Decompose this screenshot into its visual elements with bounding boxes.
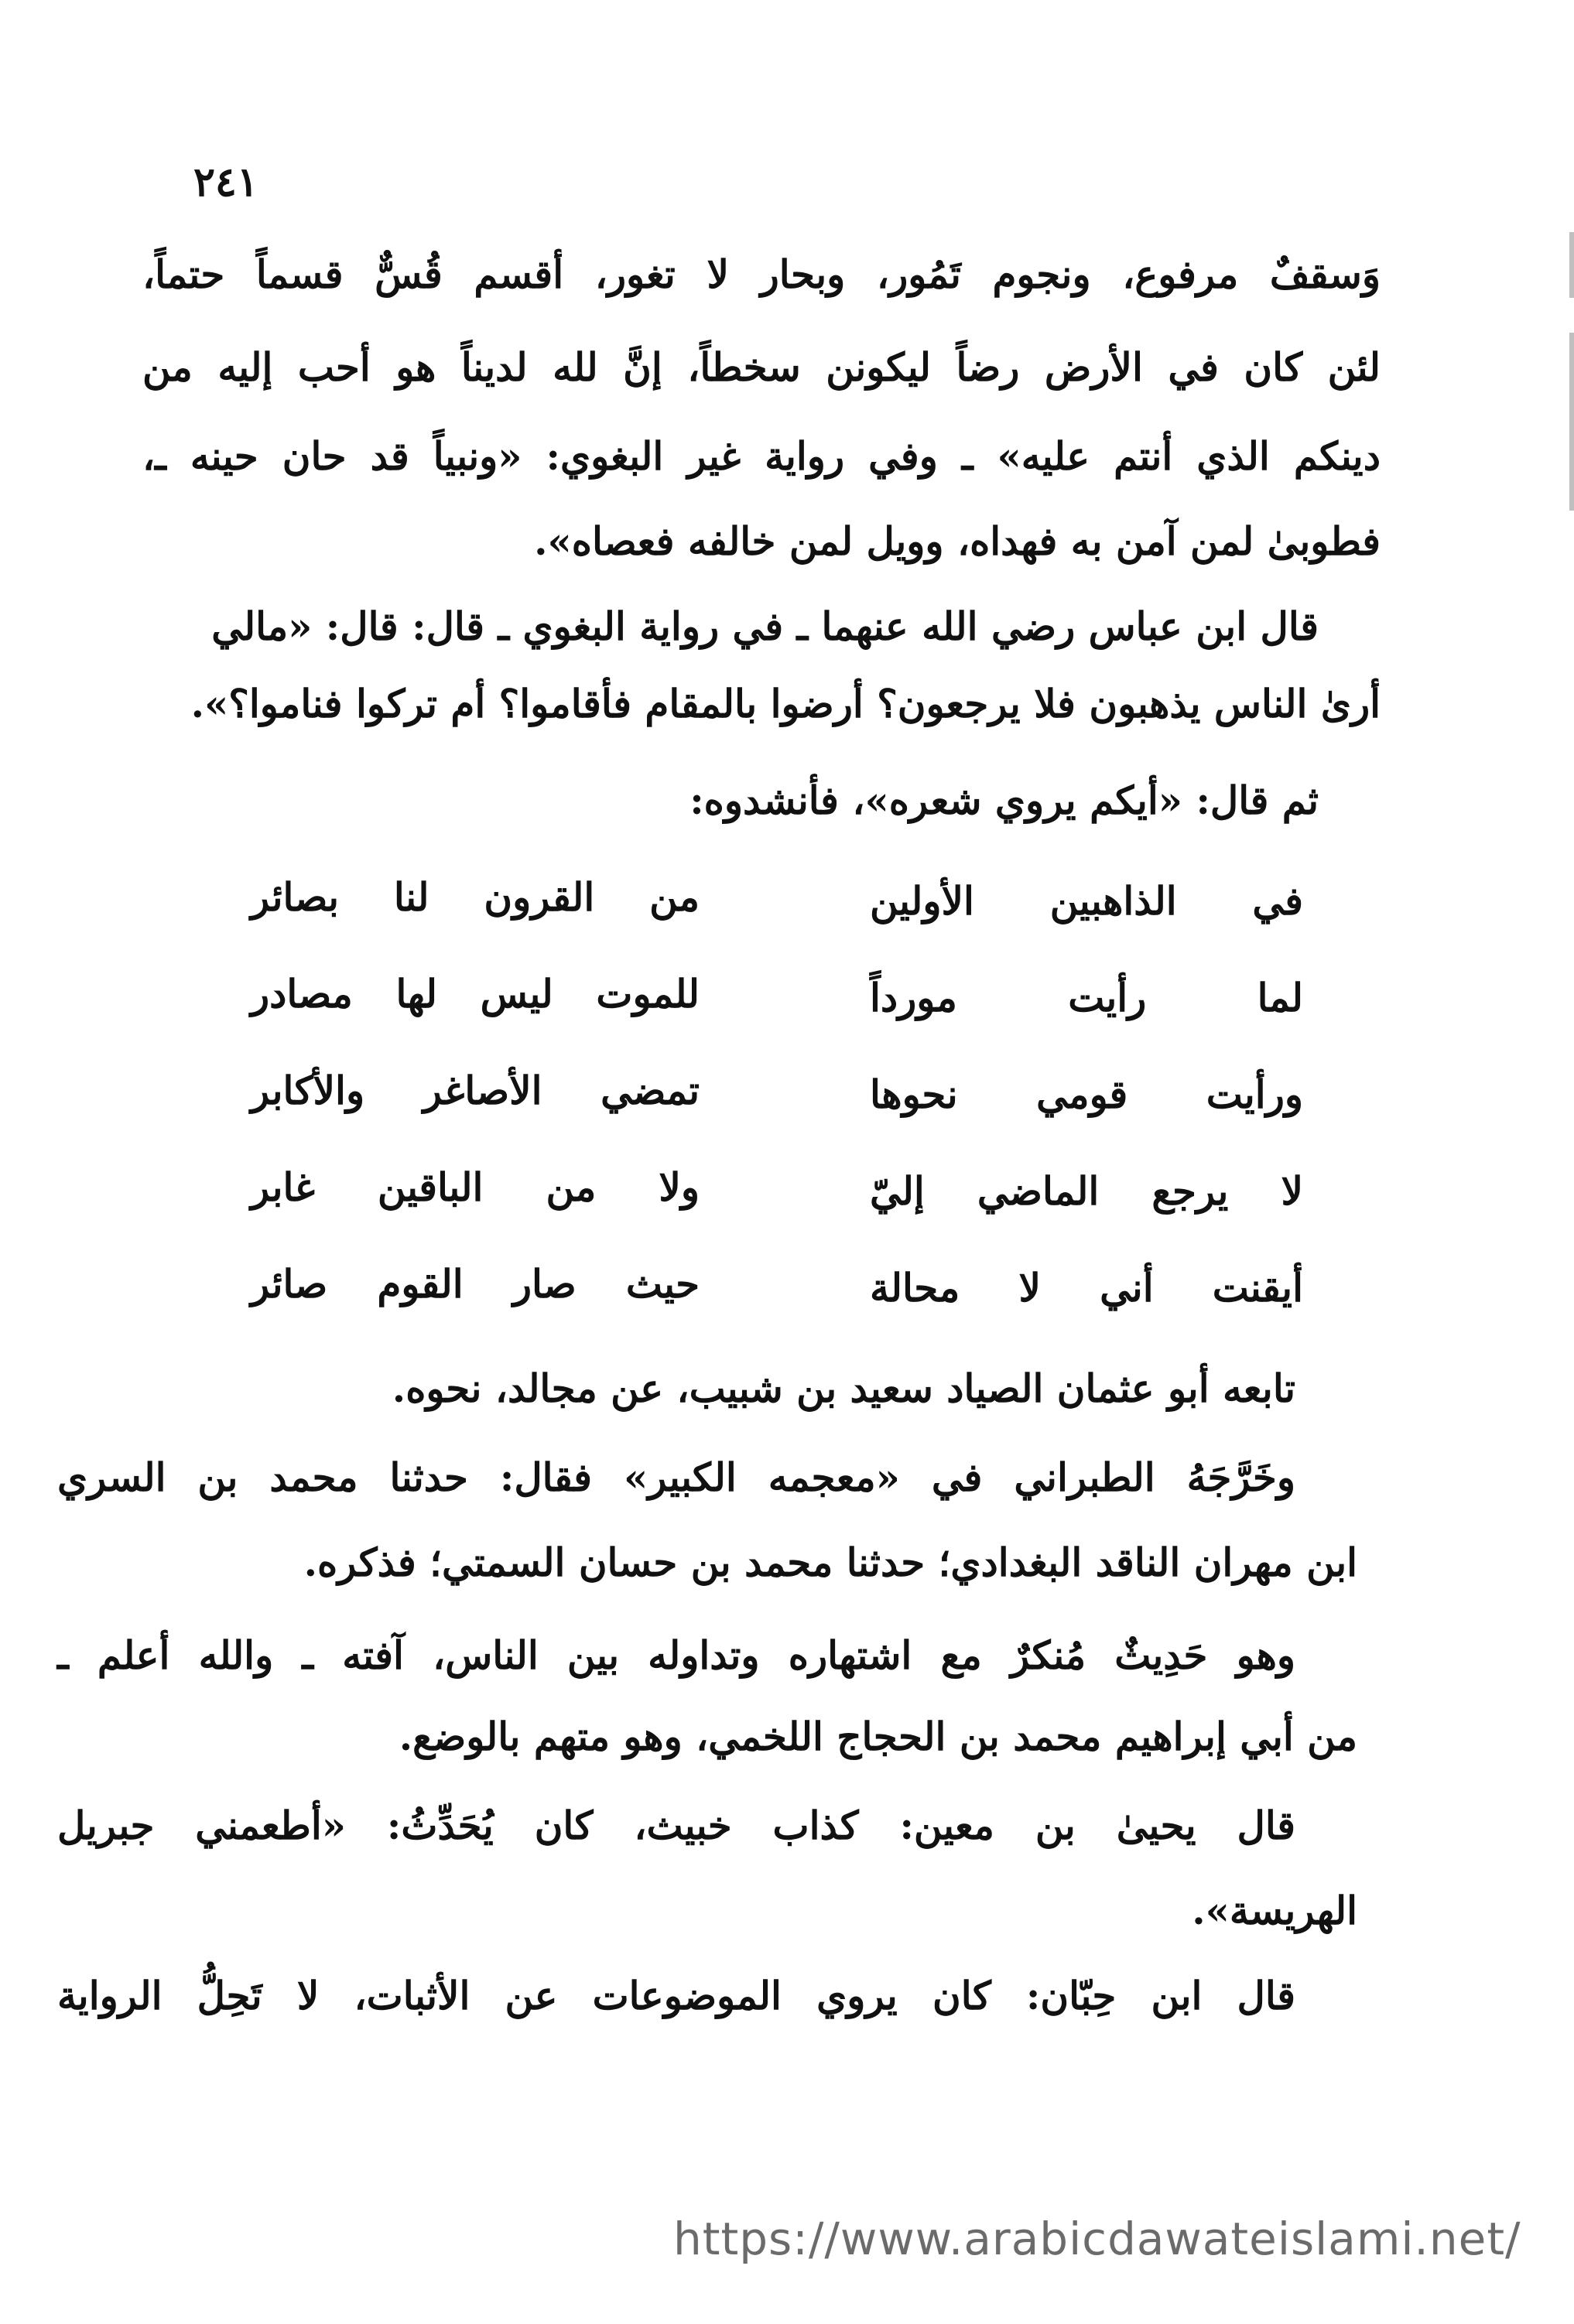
text-line: وخَرَّجَهُ الطبراني في «معجمه الكبير» فقال: حدثنا محمد بن السري	[57, 1454, 1295, 1500]
verse-first-hemistich: لما رأيت مورداً	[870, 975, 1303, 1020]
text-line: لئن كان في الأرض رضاً ليكونن سخطاً، إنَّ لله لديناً هو أحب إليه من	[142, 344, 1381, 390]
text-line: قال يحيىٰ بن معين: كذاب خبيث، كان يُحَدِّثُ: «أطعمني جبريل	[57, 1803, 1295, 1848]
verse-second-hemistich: تمضي الأصاغر والأكابر	[251, 1068, 700, 1113]
verse-second-hemistich: من القرون لنا بصائر	[251, 874, 700, 920]
text-line: قال ابن حِبّان: كان يروي الموضوعات عن الأثبات، لا تَحِلُّ الرواية	[57, 1973, 1295, 2018]
page-number: ٢٤١	[193, 159, 258, 206]
text-line: وهو حَدِيثٌ مُنكرٌ مع اشتهاره وتداوله بين الناس، آفته ـ والله أعلم ـ	[57, 1632, 1295, 1678]
text-line: ثم قال: «أيكم يروي شعره»، فأنشدوه:	[689, 778, 1319, 823]
verse-first-hemistich: في الذاهبين الأولين	[870, 878, 1303, 924]
watermark-url: https://www.arabicdawateislami.net/	[673, 2213, 1521, 2265]
text-line: دينكم الذي أنتم عليه» ـ وفي رواية غير البغوي: «ونبياً قد حان حينه ـ،	[142, 433, 1381, 479]
verse-first-hemistich: أيقنت أني لا محالة	[870, 1265, 1303, 1311]
text-line: قال ابن عباس رضي الله عنهما ـ في رواية البغوي ـ قال: قال: «مالي	[211, 603, 1319, 649]
text-line: الهريسة».	[1192, 1888, 1357, 1933]
text-line: فطوبىٰ لمن آمن به فهداه، وويل لمن خالفه فعصاه».	[534, 518, 1381, 564]
verse-second-hemistich: حيث صار القوم صائر	[251, 1261, 700, 1307]
text-line: وَسقفٌ مرفوع، ونجوم تَمُور، وبحار لا تغور، أقسم قُسٌّ قسماً حتماً،	[142, 251, 1381, 297]
verse-first-hemistich: ورأيت قومي نحوها	[870, 1071, 1303, 1117]
page-edge-mark	[1569, 333, 1574, 511]
verse-first-hemistich: لا يرجع الماضي إليّ	[870, 1168, 1303, 1214]
text-line: ابن مهران الناقد البغدادي؛ حدثنا محمد بن حسان السمتي؛ فذكره.	[303, 1540, 1357, 1585]
verse-second-hemistich: ولا من الباقين غابر	[251, 1164, 700, 1210]
text-line: أرىٰ الناس يذهبون فلا يرجعون؟ أرضوا بالمقام فأقاموا؟ أم تركوا فناموا؟».	[190, 681, 1381, 726]
text-line: تابعه أبو عثمان الصياد سعيد بن شبيب، عن مجالد، نحوه.	[392, 1365, 1295, 1411]
text-line: من أبي إبراهيم محمد بن الحجاج اللخمي، وهو متهم بالوضع.	[399, 1714, 1357, 1759]
page-edge-mark	[1569, 232, 1574, 298]
verse-second-hemistich: للموت ليس لها مصادر	[251, 971, 700, 1017]
